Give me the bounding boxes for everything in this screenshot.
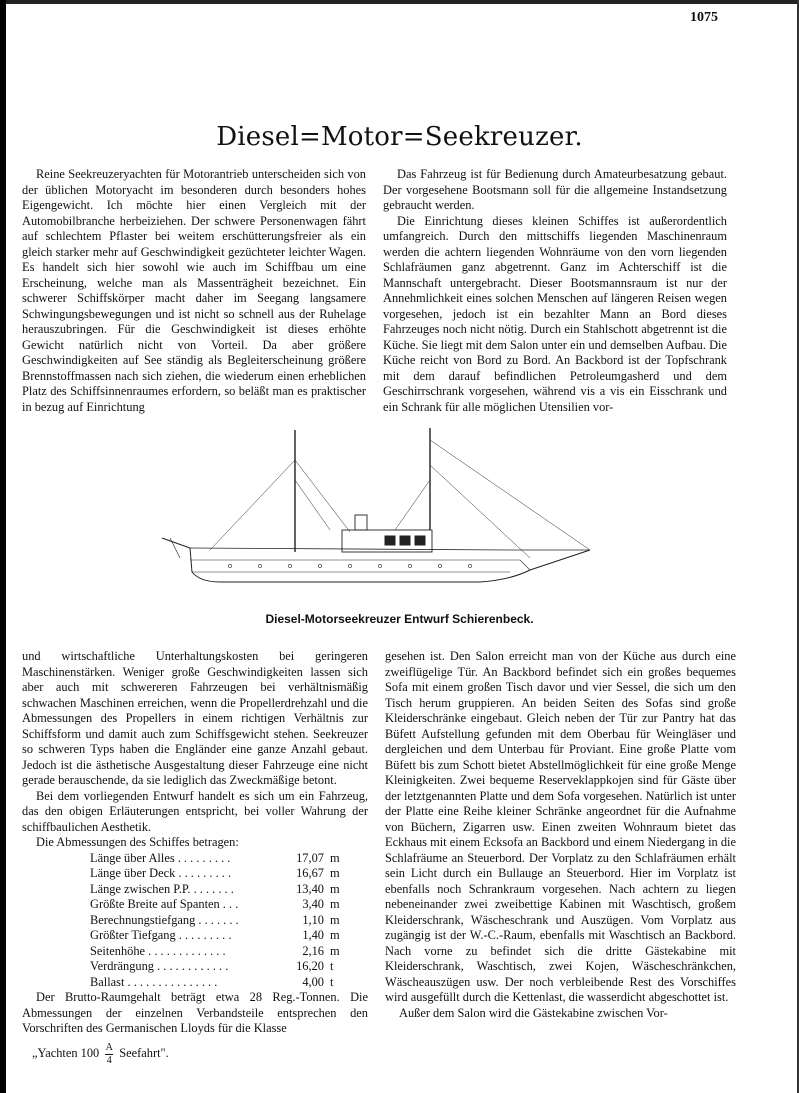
dimension-unit: m <box>330 881 340 896</box>
dimension-value: 16,20 <box>296 959 324 973</box>
dimension-unit: m <box>330 866 340 880</box>
class-numerator: A <box>105 1041 113 1053</box>
dimension-row <box>22 913 368 929</box>
dimension-unit: t <box>330 959 334 973</box>
scan-edge-left <box>0 0 6 1093</box>
dimensions-table <box>22 851 368 991</box>
paragraph: Außer dem Salon wird die Gästekabine zwischen Vor- <box>399 1005 668 1020</box>
column-top-left <box>22 167 366 415</box>
dimension-value: 16,67 <box>296 866 324 880</box>
dimension-row <box>22 944 368 960</box>
dimension-value: 17,07 <box>296 850 324 865</box>
scan-edge-top <box>0 0 799 4</box>
column-bottom-right <box>385 649 736 1021</box>
dimension-label: Länge über Alles . . . . . . . . . <box>90 850 231 865</box>
dimension-value: 1,40 <box>302 928 324 942</box>
dimension-row <box>22 882 368 898</box>
dimension-label: Länge über Deck . . . . . . . . . <box>90 866 232 880</box>
dimension-label: Berechnungstiefgang . . . . . . . <box>90 912 239 927</box>
dimensions-intro: Die Abmessungen des Schiffes betragen: <box>36 835 239 849</box>
dimension-value: 13,40 <box>296 881 324 896</box>
dimension-row <box>22 959 368 975</box>
paragraph: gesehen ist. Den Salon erreicht man von der Küche aus durch eine zweiflügelige Tür. An Backbord befindet sich ein großes bequemes Sofa mit einem großen Tisch davor und vier Sessel, die sich um den Tisch herum gruppieren. An beiden Seiten des Sofas sind große Kleiderschränke eingebaut. Gleich neben der Tür zur Pantry hat das Büfett Aufstellung gefunden mit dem Oberbau für Weingläser und dergleichen und dem Unterbau für Proviant. Eine große Platte vom Büfett bis zum Schott bietet Abstellmöglichkeit für eine große Menge Kleinigkeiten. Zwei bequeme Reserveklappkojen sind für Gäste über der letztgenannten Platte und dem Sofa vorgesehen. Natürlich ist unter der Platte eine Reihe kleiner Schränke angeordnet für die Aufnahme von Büchern, Zigarren usw. Einen zweiten Wohnraum bietet das Eckhaus mit einem Ecksofa an Backbord und einem Niedergang in die Schlafräume an Steuerbord. Der Vorplatz zu den Schlafräumen erhält sein Licht durch ein Bullauge an Steuerbord. Hier im Vorplatz ist ebenfalls noch Schrankraum vorgesehen. Nach achtern zu liegen nebeneinander zwei zweibettige Kabinen mit Waschtisch, großem Kleiderschrank, Wäscheschrank und Auszügen. Vom Vorplatz aus zugängig ist der W.-C.-Raum, ebenfalls mit Waschtisch an Backbord. Nach vorne zu befindet sich die dritte Gästekabine mit Kleiderschrank, Waschtisch, zwei Kojen, Wäscheschränkchen, Wäscheauszügen usw. Der noch verbleibende Rest des Vorschiffes wird ausgefüllt durch die Kettenlast, die wasserdicht abgeschottet ist. <box>385 649 736 1004</box>
dimension-label: Größter Tiefgang . . . . . . . . . <box>90 928 232 942</box>
dimension-label: Ballast . . . . . . . . . . . . . . . <box>90 974 218 989</box>
class-prefix: „Yachten 100 <box>32 1046 100 1061</box>
dimension-value: 3,40 <box>302 897 324 911</box>
class-suffix: Seefahrt". <box>119 1046 169 1061</box>
yacht-drawing <box>150 420 600 610</box>
dimension-row <box>22 851 368 867</box>
dimension-unit: m <box>330 928 340 942</box>
class-designation <box>22 1043 368 1066</box>
class-denominator: 4 <box>106 1054 112 1066</box>
page-title: Diesel=Motor=Seekreuzer. <box>216 122 583 152</box>
paragraph: Das Fahrzeug ist für Bedienung durch Amateurbesatzung gebaut. Der vorgesehene Bootsmann soll für die allgemeine Instandsetzung gebraucht werden. <box>383 167 727 212</box>
dimension-unit: t <box>330 974 334 989</box>
dimension-value: 2,16 <box>302 943 324 958</box>
class-fraction <box>105 1043 113 1066</box>
dimension-label: Verdrängung . . . . . . . . . . . . <box>90 959 229 973</box>
dimension-label: Länge zwischen P.P. . . . . . . . <box>90 881 234 896</box>
column-top-right <box>383 167 727 415</box>
paragraph: und wirtschaftliche Unterhaltungskosten bei geringeren Maschinenstärken. Weniger große Geschwindigkeiten lassen sich aber auch mit schwereren Fahrzeugen bei verhältnismäßig schwachen Maschinen erreichen, wenn die Propellerdrehzahl und die Abmessungen des Propellers in einem richtigen Verhältnis zur Schiffsform und damit auch zum Schiffsgewicht stehen. Seekreuzer so schweren Typs haben die Engländer eine ganze Anzahl gebaut. Jedoch ist die ästhetische Ausgestaltung dieser Fahrzeuge eine nicht gerade berauschende, da sie lediglich das Zweckmäßige betont. <box>22 649 368 787</box>
paragraph: Bei dem vorliegenden Entwurf handelt es sich um ein Fahrzeug, das den obigen Erläuterungen entspricht, bei voller Wahrung der schiffbaulichen Aesthetik. <box>22 788 368 834</box>
paragraph: Die Einrichtung dieses kleinen Schiffes ist außerordentlich umfangreich. Durch den mittschiffs liegenden Maschinenraum werden die achtern liegenden Wohnräume von den vorn liegenden Schlafräumen ganz abgetrennt. Ganz im Achterschiff ist die Mannschaft untergebracht. Dieser Bootsmannsraum ist nur der Annehmlichkeit eines solchen Menschen auf längeren Reisen wegen vorgesehen, jedoch ist ein bezahlter Mann an Bord dieses Fahrzeuges noch nicht nötig. Durch ein Stahlschott abgetrennt ist die Küche. Sie liegt mit dem Salon unter ein und demselben Aufbau. Die Küche reicht von Bord zu Bord. An Backbord ist der Topfschrank mit dem darauf befindlichen Petroleumgasherd und dem Geschirrschrank vorgesehen, während vis a vis ein Eisschrank und ein Schrank für alle möglichen Utensilien vor- <box>383 213 727 414</box>
dimension-row <box>22 975 368 991</box>
paragraph: Reine Seekreuzeryachten für Motorantrieb unterscheiden sich von der üblichen Motoryacht im besonderen durch besonders hohes Eigengewicht. Ich möchte hier einen Vergleich mit der Automobilbranche herbeiziehen. Der schwere Personenwagen fährt auf schlechtem Pflaster bei weitem erschütterungsfreier als ein gleich starker mehr auf Geschwindigkeit gezüchteter leichter Wagen. Es handelt sich hier sowohl wie auch im Schiffbau um eine Erscheinung, welche man als Massenträgheit bezeichnet. Ein schwerer Schiffskörper macht daher im Seegang langsamere Schwingungsbewegungen und ist nicht so schnell aus der Ruhelage herauszubringen. Für die Geschwindigkeit ist dieses erhöhte Gewicht natürlich nicht von Vorteil. Da aber größere Geschwindigkeiten auf See ständig als Begleiterscheinung größere Brennstoffmassen nach sich ziehen, die wiederum einen erheblichen Platz des Schiffsinnenraumes erfordern, so beläßt man es praktischer in bezug auf Einrichtung <box>22 167 366 414</box>
dimension-unit: m <box>330 943 340 958</box>
dimension-row <box>22 928 368 944</box>
dimension-label: Größte Breite auf Spanten . . . <box>90 897 239 911</box>
dimension-value: 1,10 <box>302 912 324 927</box>
page-number: 1075 <box>690 10 718 25</box>
dimension-label: Seitenhöhe . . . . . . . . . . . . . <box>90 943 226 958</box>
dimension-unit: m <box>330 850 340 865</box>
dimension-row <box>22 897 368 913</box>
dimension-unit: m <box>330 897 340 911</box>
dimension-row <box>22 866 368 882</box>
dimension-unit: m <box>330 912 340 927</box>
paragraph: Der Brutto-Raumgehalt beträgt etwa 28 Reg.-Tonnen. Die Abmessungen der einzelnen Verbandsteile entsprechen den Vorschriften des Germanischen Lloyds für die Klasse <box>22 990 368 1035</box>
dimension-value: 4,00 <box>302 974 324 989</box>
figure-caption: Diesel-Motorseekreuzer Entwurf Schierenbeck. <box>265 612 534 626</box>
column-bottom-left <box>22 649 368 1066</box>
